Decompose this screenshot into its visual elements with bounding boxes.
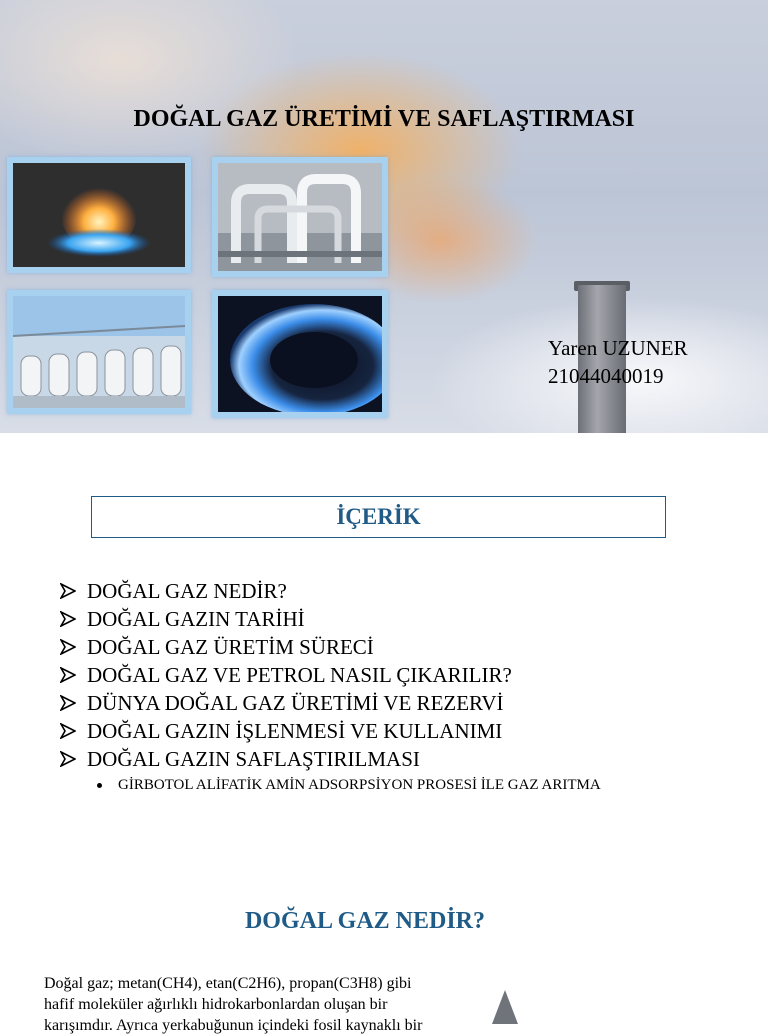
arrowhead-bullet-icon [60,751,76,767]
author-block [548,334,688,390]
list-item [60,661,512,689]
arrowhead-bullet-icon [60,667,76,683]
author-name: Yaren UZUNER [548,336,688,360]
stove-burner-icon [218,296,382,412]
list-item-label: DOĞAL GAZ VE PETROL NASIL ÇIKARILIR? [87,663,512,687]
arrowhead-bullet-icon [60,583,76,599]
list-item [60,605,512,633]
author-id: 21044040019 [548,364,664,388]
contents-heading: İÇERİK [91,496,666,538]
list-item [60,633,512,661]
list-item [60,717,512,745]
arrowhead-bullet-icon [60,723,76,739]
body-paragraph: Doğal gaz; metan(CH4), etan(C2H6), propan(C3H8) gibi hafif moleküler ağırlıklı hidrokarbonlardan oluşan bir karışımdır. Ayrıca yerkabuğunun içindeki fosil kaynaklı bir [44,975,423,1034]
gas-flame-photo [7,157,191,273]
pipeline-icon [218,163,382,271]
arrowhead-bullet-icon [60,611,76,627]
list-item-label: DOĞAL GAZIN TARİHİ [87,607,305,631]
contents-list [60,577,512,773]
gas-flame-icon [13,163,185,267]
gas-plant-icon [13,296,185,408]
list-item-label: DOĞAL GAZ ÜRETİM SÜRECİ [87,635,374,659]
drilling-tower-icon [490,990,520,1024]
list-item-label: DOĞAL GAZIN İŞLENMESİ VE KULLANIMI [87,719,503,743]
arrowhead-bullet-icon [60,695,76,711]
sub-list-item [97,775,601,795]
sub-list-item-label: GİRBOTOL ALİFATİK AMİN ADSORPSİYON PROSESİ İLE GAZ ARITMA [118,777,601,793]
list-item [60,745,512,773]
gas-plant-photo [7,290,191,414]
list-item [60,577,512,605]
pipeline-photo [212,157,388,277]
list-item [60,689,512,717]
list-item-label: DÜNYA DOĞAL GAZ ÜRETİMİ VE REZERVİ [87,691,504,715]
dot-bullet-icon [97,783,102,788]
list-item-label: DOĞAL GAZIN SAFLAŞTIRILMASI [87,747,420,771]
stove-burner-photo [212,290,388,418]
slide-title: DOĞAL GAZ ÜRETİMİ VE SAFLAŞTIRMASI [133,106,635,132]
title-slide [0,0,768,433]
list-item-label: DOĞAL GAZ NEDİR? [87,579,287,603]
arrowhead-bullet-icon [60,639,76,655]
section-title: DOĞAL GAZ NEDİR? [244,908,486,934]
